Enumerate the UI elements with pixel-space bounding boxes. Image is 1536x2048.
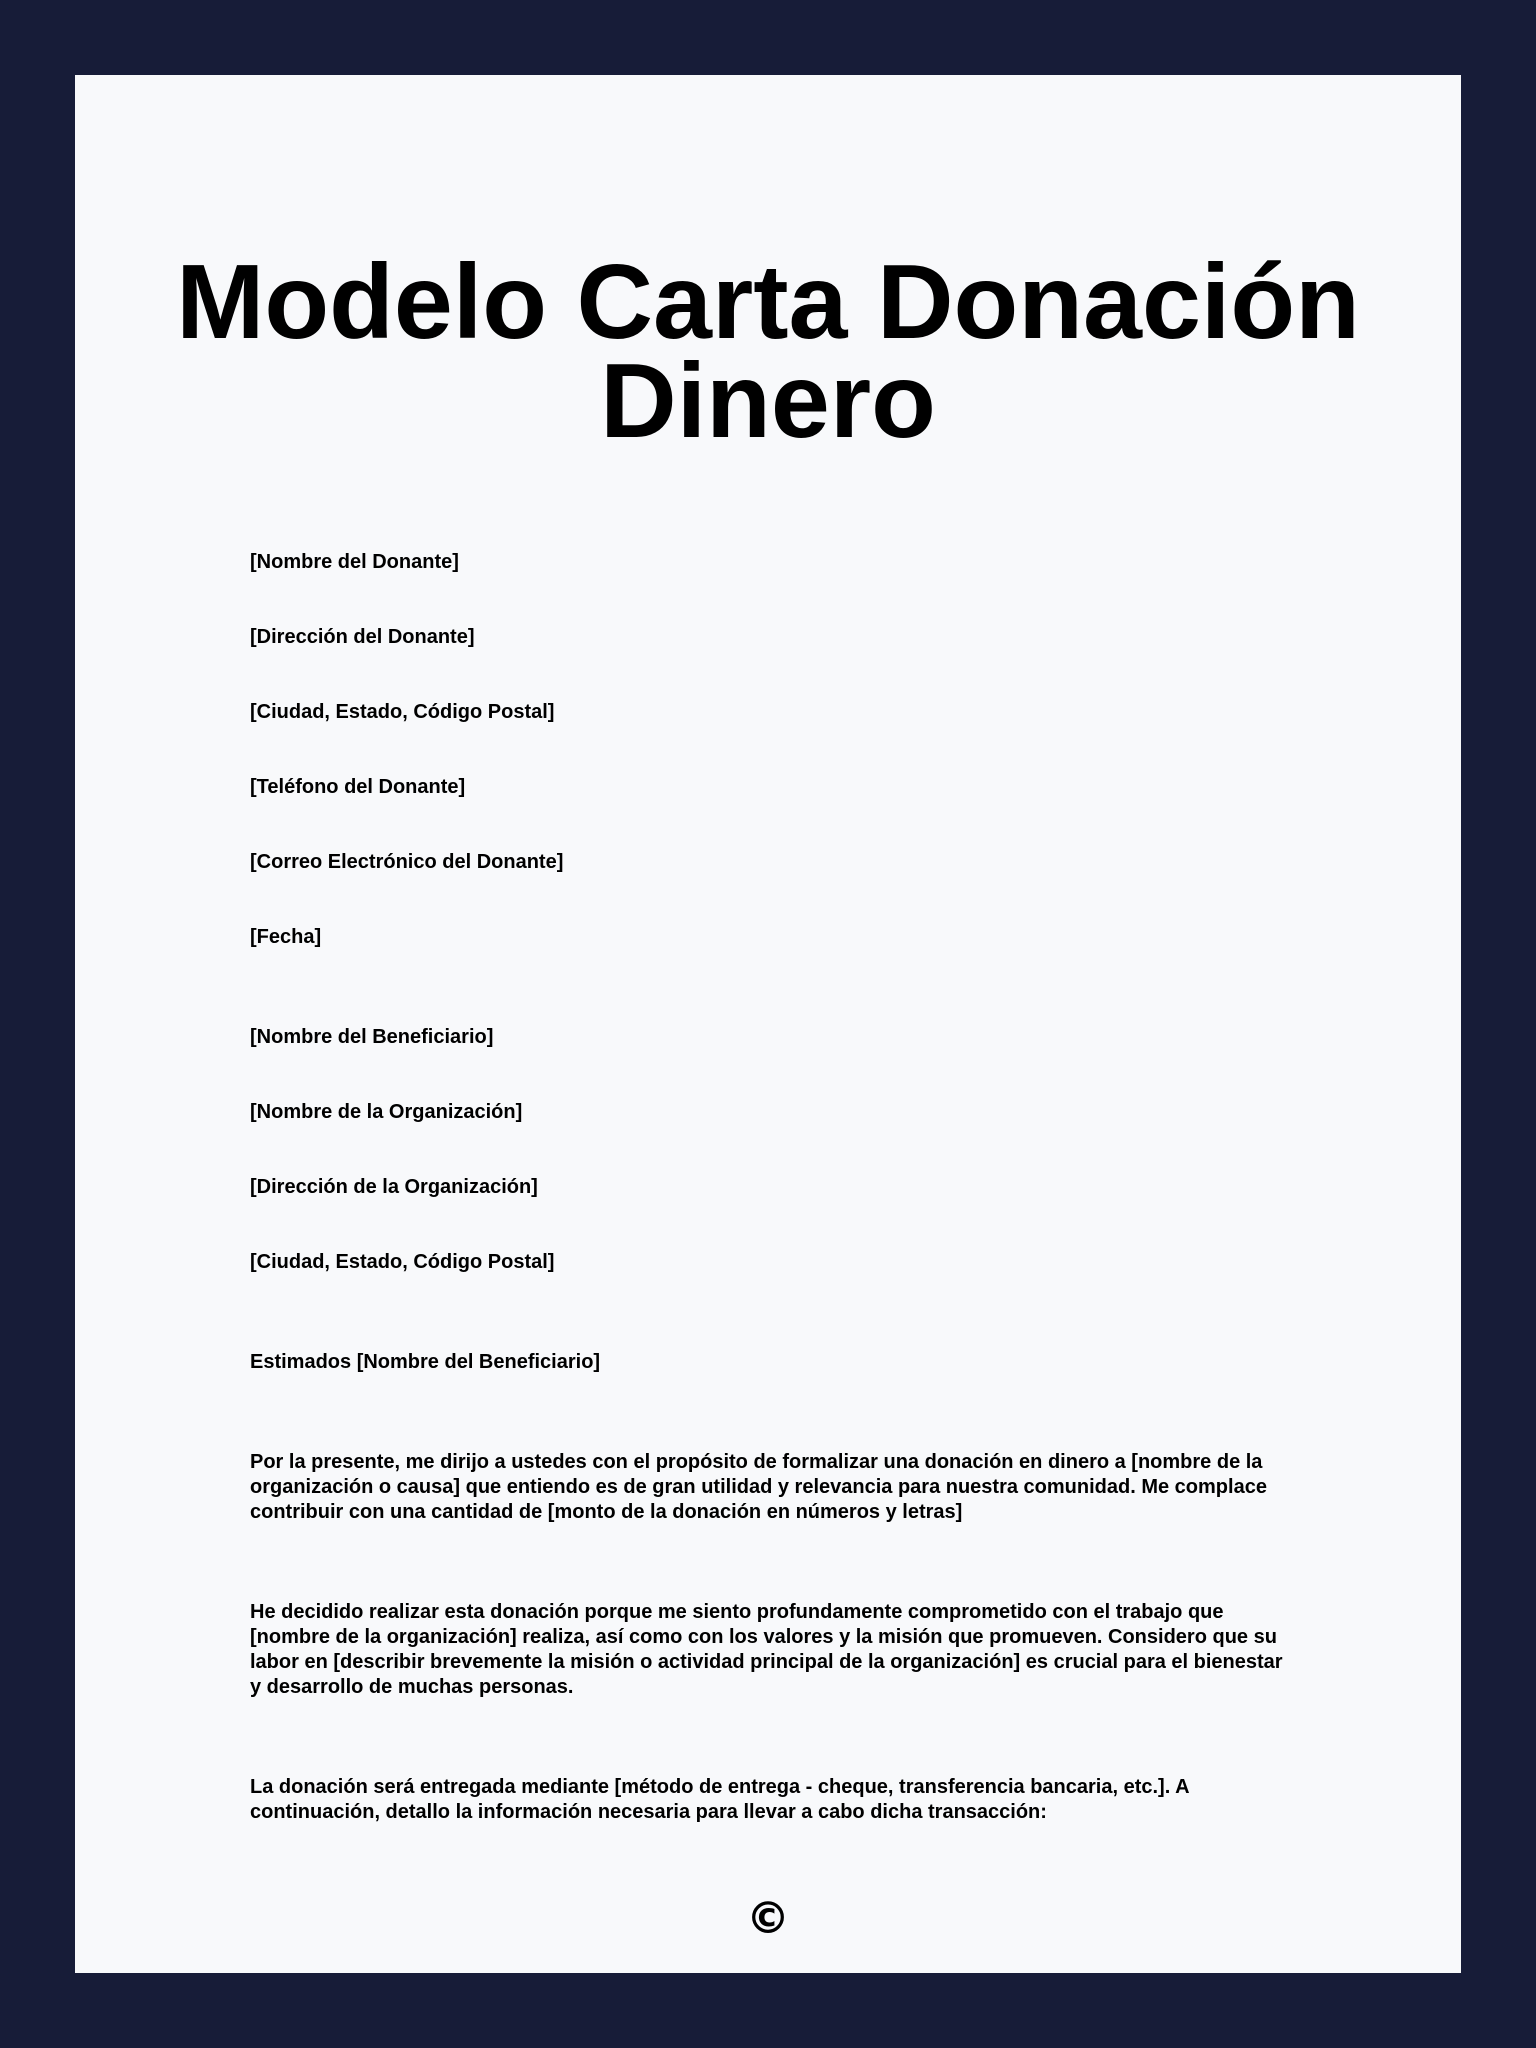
- sender-city: [Ciudad, Estado, Código Postal]: [250, 701, 555, 723]
- recipient-organization: [Nombre de la Organización]: [250, 1101, 523, 1123]
- copyright-icon: ©: [746, 1893, 790, 1944]
- title-line-1: Modelo Carta Donación: [176, 243, 1360, 361]
- letter-date: [Fecha]: [250, 926, 322, 948]
- sender-phone: [Teléfono del Donante]: [250, 776, 466, 798]
- body-paragraph: Por la presente, me dirijo a ustedes con el propósito de formalizar una donación en dinero a [nombre de la organización o causa] que entiendo es de gran utilidad y relevancia para nuestra comunidad. Me complace contribuir con una cantidad de [monto de la donación en números y letras]: [250, 1451, 1267, 1523]
- recipient-city: [Ciudad, Estado, Código Postal]: [250, 1251, 555, 1273]
- document-page: [75, 75, 1461, 1973]
- sender-email: [Correo Electrónico del Donante]: [250, 851, 564, 873]
- sender-address: [Dirección del Donante]: [250, 626, 475, 648]
- recipient-address: [Dirección de la Organización]: [250, 1176, 538, 1198]
- recipient-name: [Nombre del Beneficiario]: [250, 1026, 494, 1048]
- body-paragraph: La donación será entregada mediante [método de entrega - cheque, transferencia bancaria, etc.]. A continuación, detallo la información necesaria para llevar a cabo dicha transacción:: [250, 1776, 1189, 1823]
- sender-name: [Nombre del Donante]: [250, 551, 459, 573]
- document-title: [75, 243, 1461, 460]
- title-line-2: Dinero: [600, 342, 936, 460]
- salutation: Estimados [Nombre del Beneficiario]: [250, 1351, 601, 1373]
- body-paragraph: He decidido realizar esta donación porque me siento profundamente comprometido con el trabajo que [nombre de la organización] realiza, así como con los valores y la misión que promueven. Considero que su labor en [describir brevemente la misión o actividad principal de la organización] es crucial para el bienestar y desarrollo de muchas personas.: [250, 1601, 1283, 1698]
